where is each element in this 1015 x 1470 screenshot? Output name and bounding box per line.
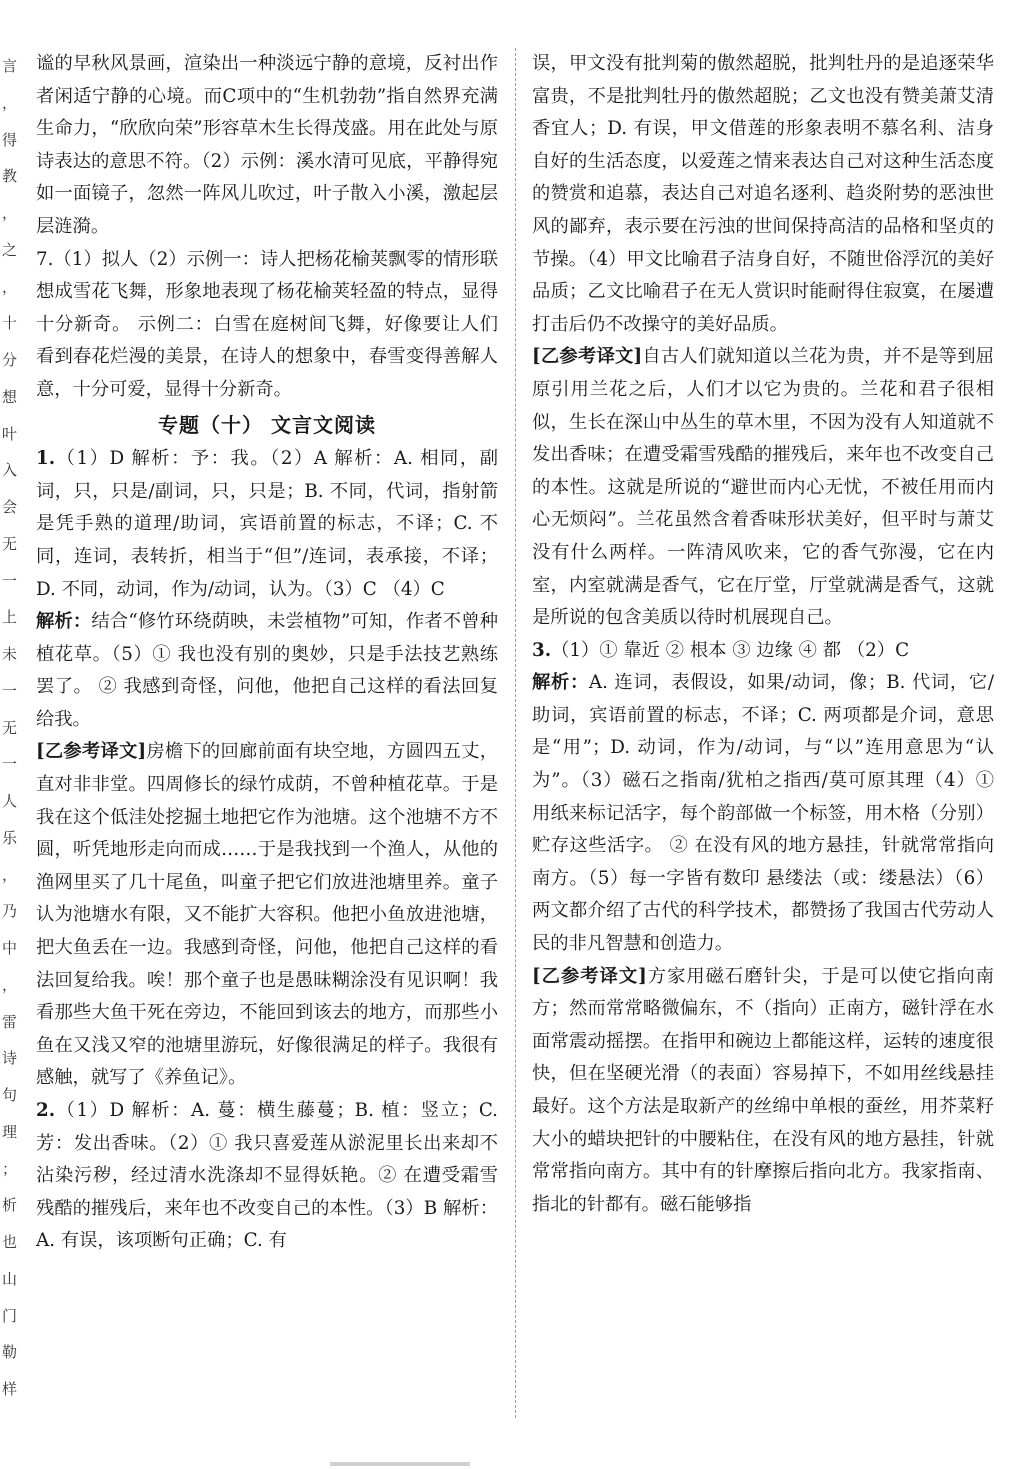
gutter-char: 一 <box>2 571 18 590</box>
gutter-char: 乃 <box>2 902 18 921</box>
translation-3-paragraph <box>532 961 994 1222</box>
answer-2-paragraph <box>36 1095 498 1258</box>
answer-3-analysis <box>532 667 994 960</box>
gutter-char: ， <box>2 865 18 884</box>
translation-tag: [乙参考译文] <box>532 965 647 987</box>
footer-bar <box>330 1462 470 1466</box>
gutter-char: 析 <box>2 1196 18 1215</box>
gutter-char: 人 <box>2 792 18 811</box>
answer-7-paragraph: 7.（1）拟人（2）示例一：诗人把杨花榆荚飘零的情形联想成雪花飞舞，形象地表现了杨花榆荚轻盈的特点，显得十分新奇。 示例二：白雪在庭树间飞舞，好像要让人们看到春花烂漫的美景，在诗人的想象中，春雪变得善解人意，十分可爱，显得十分新奇。 <box>36 248 498 400</box>
analysis-label: 解析： <box>36 611 92 633</box>
left-column <box>36 48 498 1258</box>
translation-2-paragraph <box>532 341 994 634</box>
gutter-char: 勒 <box>2 1343 18 1362</box>
translation-tag: [乙参考译文] <box>36 741 147 763</box>
gutter-char: 也 <box>2 1233 18 1252</box>
gutter-char: 乐 <box>2 828 18 847</box>
question-number: 2. <box>36 1100 56 1121</box>
gutter-char: 之 <box>2 240 18 259</box>
answer-text: （1）① 靠近 ② 根本 ③ 边缘 ④ 都 （2）C <box>551 639 910 661</box>
gutter-char: 一 <box>2 681 18 700</box>
gutter-char: 十 <box>2 314 18 333</box>
translation-text: 方家用磁石磨针尖，于是可以使它指向南方；然而常常略微偏东，不（指向）正南方，磁针浮在水面常震动摇摆。在指甲和碗边上都能这样，运转的速度很快，但在坚硬光滑（的表面）容易掉下，不如用丝线悬挂最好。这个方法是取新产的丝绵中单根的蚕丝，用芥菜籽大小的蜡块把针的中腰粘住，在没有风的地方悬挂，针就常常指向南方。其中有的针摩擦后指向北方。我家指南、指北的针都有。磁石能够指 <box>532 965 994 1215</box>
gutter-char: 上 <box>2 608 18 627</box>
gutter-char: ， <box>2 277 18 296</box>
gutter-char: 入 <box>2 461 18 480</box>
gutter-char: 言 <box>2 57 18 75</box>
gutter-char: 门 <box>2 1306 18 1325</box>
question-number: 3. <box>532 639 552 661</box>
gutter-char: 样 <box>2 1380 18 1399</box>
answer-1-paragraph <box>36 443 498 606</box>
translation-text: 自古人们就知道以兰花为贵，并不是等到屈原引用兰花之后，人们才以它为贵的。兰花和君子很相似，生长在深山中丛生的草木里，不因为没有人知道就不发出香味；在遭受霜雪残酷的摧残后，来年也不改变自己的本性。这就是所说的“避世而内心无忧，不被任用而内心无烦闷”。兰花虽然含着香味形状美好，但平时与萧艾没有什么两样。一阵清风吹来，它的香气弥漫，它在内室，内室就满是香气，它在厅堂，厅堂就满是香气，这就是所说的包含美质以待时机展现自己。 <box>532 346 994 629</box>
gutter-char: 理 <box>2 1122 18 1141</box>
gutter-char: 无 <box>2 534 18 553</box>
gutter-char: 未 <box>2 645 18 664</box>
translation-tag: [乙参考译文] <box>532 346 643 368</box>
gutter-char: 中 <box>2 939 18 958</box>
analysis-label: 解析： <box>532 672 589 694</box>
question-number: 1. <box>36 448 56 470</box>
gutter-char: ， <box>2 204 18 223</box>
gutter-char: 雷 <box>2 1012 18 1031</box>
answer-3-paragraph <box>532 635 994 668</box>
section-title: 专题（十） 文言文阅读 <box>158 412 376 437</box>
gutter-char: 得 <box>2 130 18 149</box>
right-column <box>532 48 994 1221</box>
column-divider <box>515 48 516 1418</box>
gutter-char: ， <box>2 93 18 112</box>
gutter-char: ； <box>2 1159 18 1178</box>
gutter-char: 诗 <box>2 1049 18 1068</box>
answer-1-analysis <box>36 606 498 736</box>
gutter-char: 分 <box>2 351 18 370</box>
left-gutter-fragments <box>2 55 18 1415</box>
translation-1-paragraph <box>36 736 498 1095</box>
translation-text: 房檐下的回廊前面有块空地，方圆四五丈，直对非非堂。四周修长的绿竹成荫，不曾种植花草。于是我在这个低洼处挖掘土地把它作为池塘。这个池塘不方不圆，听凭地形走向而成……于是我找到一个渔人，从他的渔网里买了几十尾鱼，叫童子把它们放进池塘里养。童子认为池塘水有限，又不能扩大容积。他把小鱼放进池塘，把大鱼丢在一边。我感到奇怪，问他，他把自己这样的看法回复给我。唉！那个童子也是愚昧糊涂没有见识啊！我看那些大鱼干死在旁边，不能回到该去的地方，而那些小鱼在又浅又窄的池塘里游玩，好像很满足的样子。我很有感触，就写了《养鱼记》。 <box>36 741 498 1089</box>
answer-text: （1）D 解析：予：我。（2）A 解析：A. 相同，副词，只，只是/副词，只，只是；B. 不同，代词，指射箭是凭手熟的道理/助词，宾语前置的标志，不译；C. 不同，连词，表转折，相当于“但”/连词，表承接，不译；D. 不同，动词，作为/动词，认为。（3）C （4）C <box>36 448 498 600</box>
analysis-text: A. 连词，表假设，如果/动词，像；B. 代词，它/助词，宾语前置的标志，不译；C. 两项都是介词，意思是“用”；D. 动词，作为/动词，与“以”连用意思为“认为”。（3）磁石之指南/犹柏之指西/莫可原其理（4）① 用纸来标记活字，每个韵部做一个标签，用木格（分别）贮存这些活字。 ② 在没有风的地方悬挂，针就常常指向南方。（5）每一字皆有数印 悬缕法（或：缕悬法）（6）两文都介绍了古代的科学技术，都赞扬了我国古代劳动人民的非凡智慧和创造力。 <box>532 672 995 955</box>
continued-answer-paragraph: 谧的早秋风景画，渲染出一种淡远宁静的意境，反衬出作者闲适宁静的心境。而C项中的“生机勃勃”指自然界充满生命力，“欣欣向荣”形容草木生长得茂盛。用在此处与原诗表达的意思不符。（2）示例：溪水清可见底，平静得宛如一面镜子，忽然一阵风儿吹过，叶子散入小溪，激起层层涟漪。 <box>36 53 498 237</box>
gutter-char: 想 <box>2 387 18 406</box>
answer-text: （1）D 解析：A. 蔓：横生藤蔓；B. 植：竖立；C. 芳：发出香味。（2）① 我只喜爱莲从淤泥里长出来却不沾染污秽，经过清水洗涤却不显得妖艳。② 在遭受霜雪残酷的摧残后，来年也不改变自己的本性。（3）B 解析：A. 有误，该项断句正确；C. 有 <box>36 1100 498 1252</box>
continued-answer-paragraph: 误，甲文没有批判菊的傲然超脱，批判牡丹的是追逐荣华富贵，不是批判牡丹的傲然超脱；乙文也没有赞美萧艾清香宜人；D. 有误，甲文借莲的形象表明不慕名利、洁身自好的生活态度，以爱莲之情来表达自己对这种生活态度的赞赏和追慕，表达自己对追名逐利、趋炎附势的恶浊世风的鄙弃，表示要在污浊的世间保持高洁的品格和坚贞的节操。（4）甲文比喻君子洁身自好，不随世俗浮沉的美好品质；乙文比喻君子在无人赏识时能耐得住寂寞，在屡遭打击后仍不改操守的美好品质。 <box>532 53 994 335</box>
gutter-char: 一 <box>2 755 18 774</box>
gutter-char: 叶 <box>2 424 18 443</box>
analysis-text: 结合“修竹环绕荫映，未尝植物”可知，作者不曾种植花草。（5）① 我也没有别的奥妙，只是手法技艺熟练罢了。 ② 我感到奇怪，问他，他把自己这样的看法回复给我。 <box>36 611 498 730</box>
gutter-char: 无 <box>2 718 18 737</box>
gutter-char: ， <box>2 975 18 994</box>
gutter-char: 句 <box>2 1086 18 1105</box>
gutter-char: 会 <box>2 498 18 517</box>
gutter-char: 山 <box>2 1269 18 1288</box>
gutter-char: 教 <box>2 167 18 186</box>
